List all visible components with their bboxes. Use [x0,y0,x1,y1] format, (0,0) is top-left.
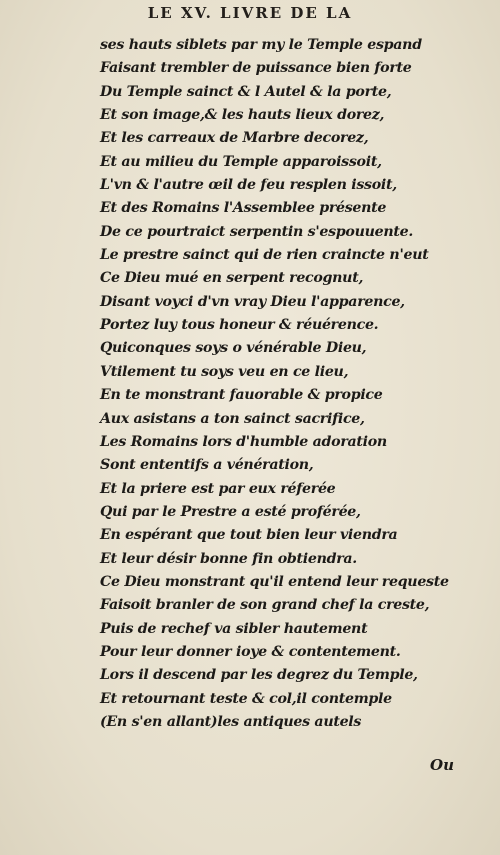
verse-line: Faisant trembler de puissance bien forte [100,60,412,77]
verse-line: Et leur désir bonne fin obtiendra. [100,550,357,567]
verse-line: Puis de rechef va sibler hautement [100,620,368,637]
verse-line: Pour leur donner ioye & contentement. [100,643,401,660]
verse-line: Et retournant teste & col,il contemple [100,690,392,707]
running-header: LE XV. LIVRE DE LA [147,4,353,22]
verse-line: Et son image,& les hauts lieux dorez, [100,107,385,124]
verse-line: Sont ententifs a vénération, [100,457,314,474]
verse-line: Et les carreaux de Marbre decorez, [100,130,369,147]
verse-line: Et la priere est par eux réferée [100,480,336,497]
verse-line: En te monstrant fauorable & propice [100,387,383,404]
verse-line: Quiconques soys o vénérable Dieu, [100,340,367,357]
verse-line: L'vn & l'autre œil de feu resplen issoit, [100,177,397,194]
verse-line: En espérant que tout bien leur viendra [100,527,398,544]
verse-list [100,34,449,734]
verse-line: Qui par le Prestre a esté proférée, [100,503,361,520]
verse-line: Lors il descend par les degrez du Temple, [100,667,418,684]
verse-line: Ce Dieu monstrant qu'il entend leur requeste [100,573,449,590]
verse-line: Portez luy tous honeur & réuérence. [100,317,379,334]
verse-line: Ce Dieu mué en serpent recognut, [100,270,364,287]
verse-line: ses hauts siblets par my le Temple espand [100,37,422,53]
verse-line: Le prestre sainct qui de rien craincte n'eut [100,247,429,264]
verse-line: Du Temple sainct & l Autel & la porte, [100,83,392,100]
verse-line: (En s'en allant)les antiques autels [100,713,362,730]
verse-line: Et des Romains l'Assemblee présente [100,200,387,217]
verse-line: Les Romains lors d'humble adoration [100,433,387,450]
verse-line: Disant voyci d'vn vray Dieu l'apparence, [100,293,405,310]
verse-line: De ce pourtraict serpentin s'espouuente. [100,223,413,240]
verse-line: Faisoit branler de son grand chef la creste, [100,597,430,614]
verse-line: Et au milieu du Temple apparoissoit, [100,153,382,170]
verse-line: Aux asistans a ton sainct sacrifice, [100,410,365,427]
catchword: Ou [430,756,454,774]
verse-line: Vtilement tu soys veu en ce lieu, [100,363,349,380]
